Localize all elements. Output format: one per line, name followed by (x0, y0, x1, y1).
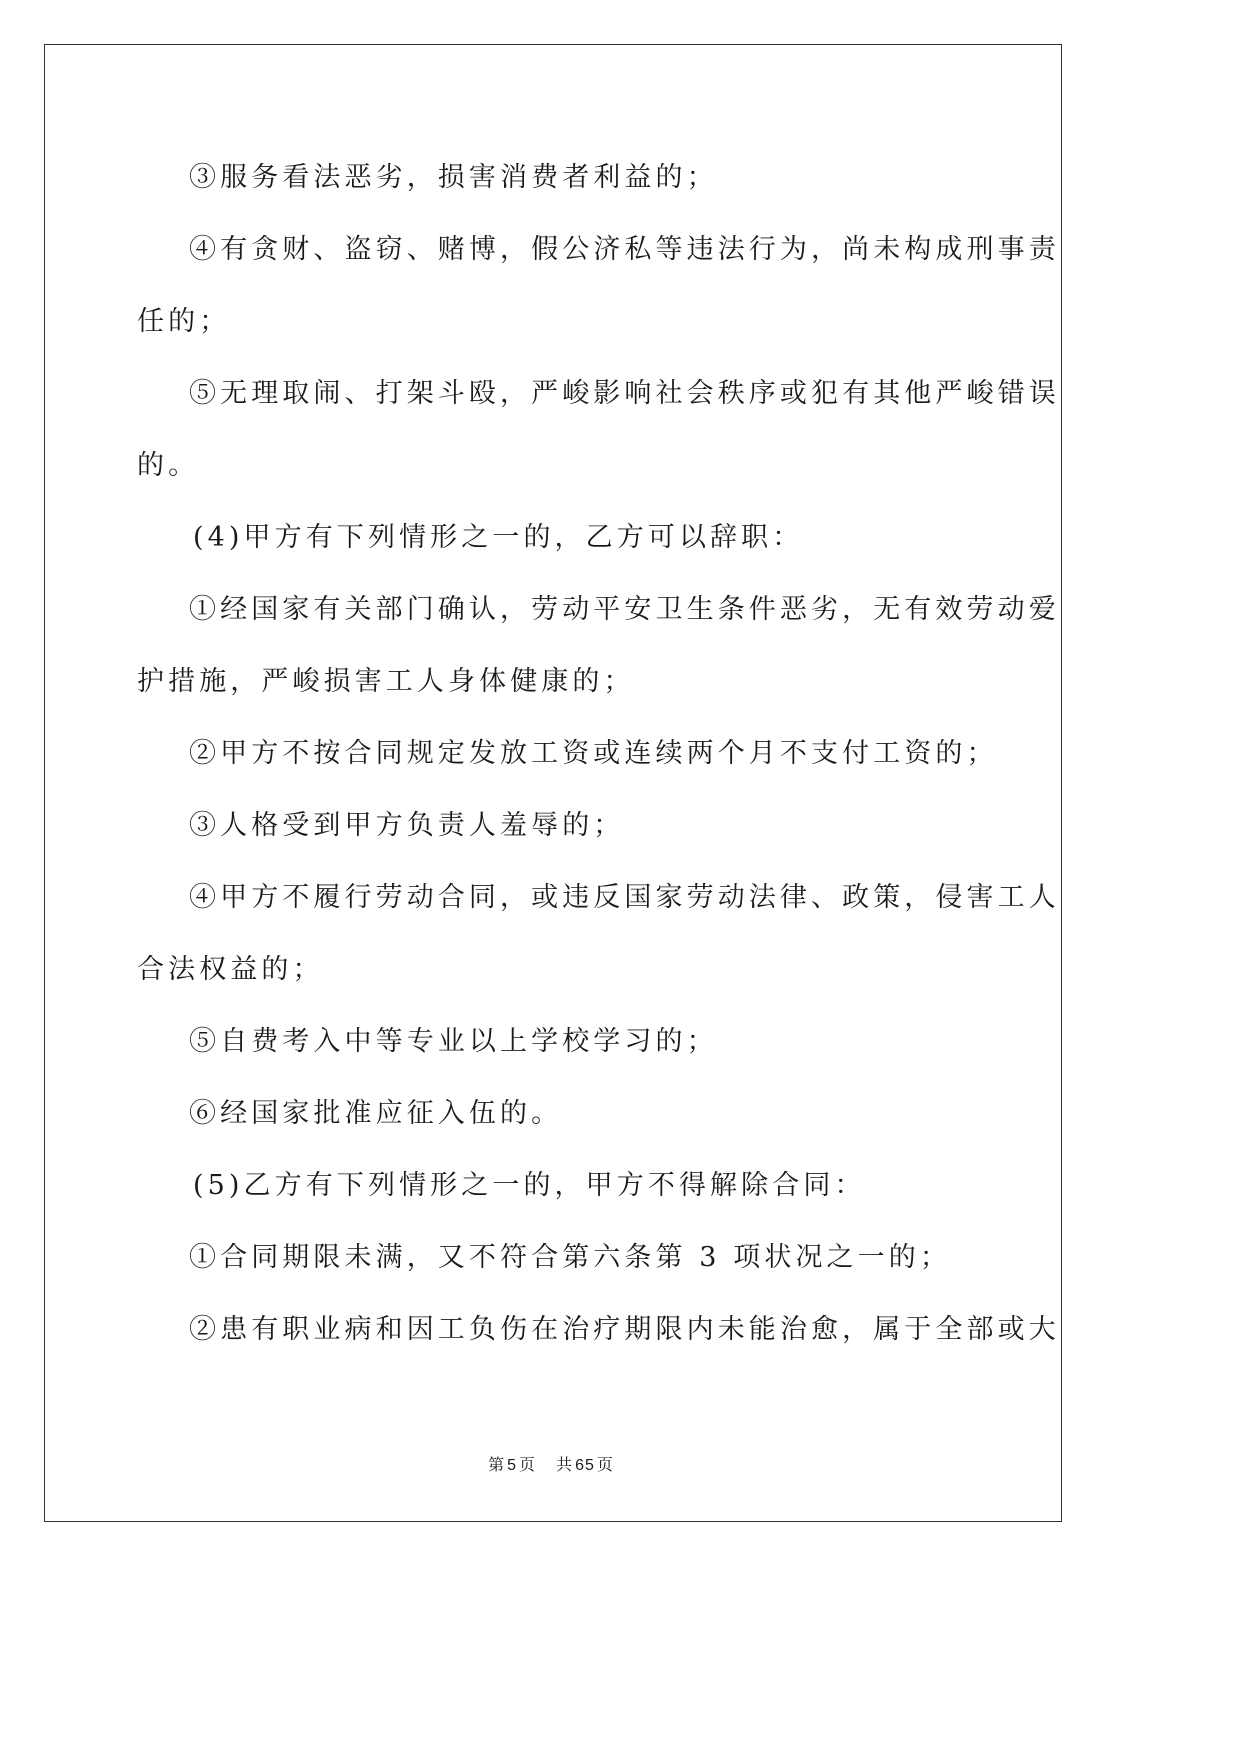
paragraph-line: ④甲方不履行劳动合同，或违反国家劳动法律、政策，侵害工人 (189, 882, 1060, 913)
current-page-number: 5 (507, 1457, 518, 1474)
paragraph-line: ⑥经国家批准应征入伍的。 (189, 1098, 563, 1129)
paragraph-line: ②甲方不按合同规定发放工资或连续两个月不支付工资的； (189, 738, 998, 769)
paragraph-continuation-line: 护措施，严峻损害工人身体健康的； (137, 666, 635, 697)
total-suffix: 页 (596, 1457, 614, 1474)
paragraph-line: ④有贪财、盗窃、赌博，假公济私等违法行为，尚未构成刑事责 (189, 234, 1060, 265)
total-pages-number: 65 (575, 1457, 595, 1474)
paragraph-line: ①经国家有关部门确认，劳动平安卫生条件恶劣，无有效劳动爱 (189, 594, 1060, 625)
paragraph-line: ⑤自费考入中等专业以上学校学习的； (189, 1026, 718, 1057)
page-prefix: 第 (488, 1457, 506, 1474)
paragraph-continuation-line: 合法权益的； (137, 954, 324, 985)
total-prefix: 共 (556, 1457, 574, 1474)
page-suffix: 页 (519, 1457, 537, 1474)
paragraph-line: ⑤无理取闹、打架斗殴，严峻影响社会秩序或犯有其他严峻错误 (189, 378, 1060, 409)
document-body (137, 142, 1060, 1366)
paragraph-continuation-line: 的。 (137, 450, 200, 481)
paragraph-line: ③人格受到甲方负责人羞辱的； (189, 810, 625, 841)
page-number-footer (0, 1452, 1102, 1475)
paragraph-line: (4)甲方有下列情形之一的，乙方可以辞职： (193, 522, 804, 553)
paragraph-line: ③服务看法恶劣，损害消费者利益的； (189, 162, 718, 193)
paragraph-line: ①合同期限未满，又不符合第六条第 3 项状况之一的； (189, 1242, 951, 1273)
paragraph-continuation-line: 任的； (137, 306, 231, 337)
paragraph-line: (5)乙方有下列情形之一的，甲方不得解除合同： (193, 1170, 866, 1201)
paragraph-line: ②患有职业病和因工负伤在治疗期限内未能治愈，属于全部或大 (189, 1314, 1060, 1345)
